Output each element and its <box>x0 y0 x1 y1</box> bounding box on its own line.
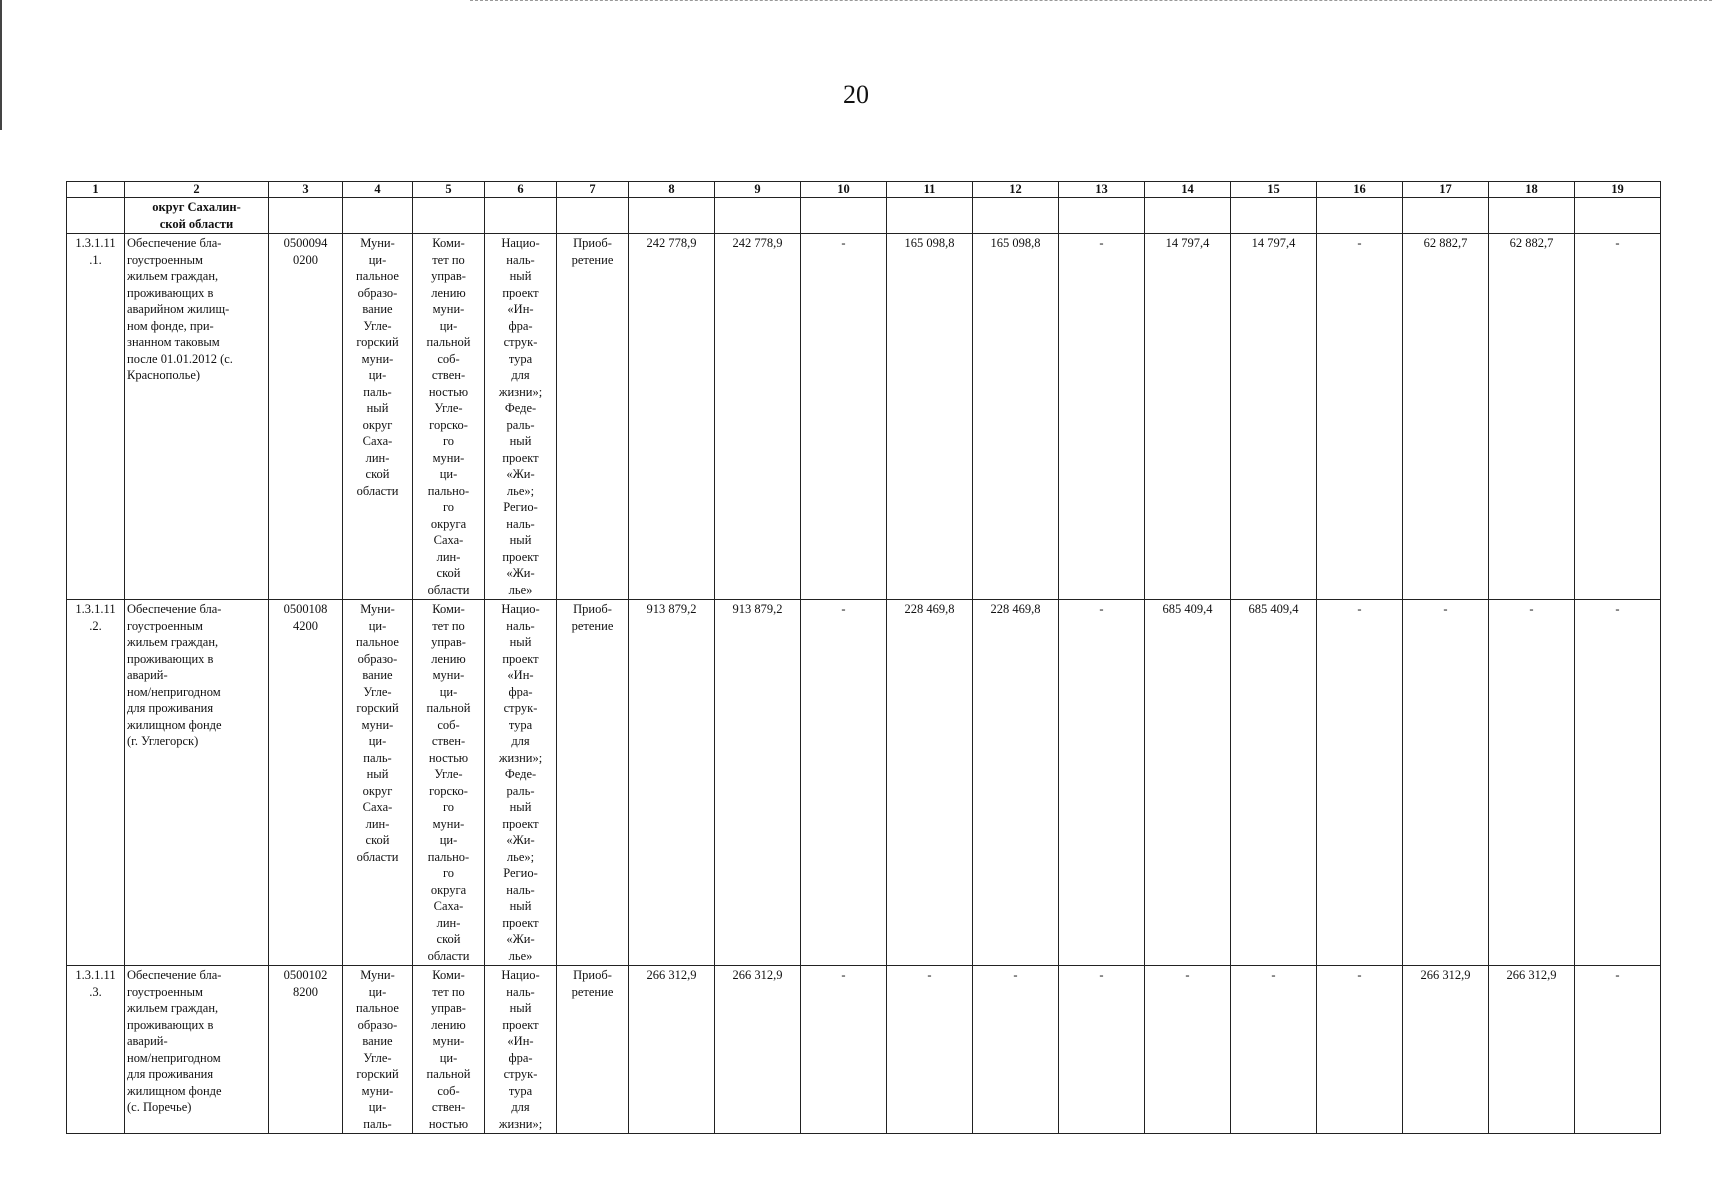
value-cell: 242 778,9 <box>629 234 715 600</box>
value-cell: - <box>1059 600 1145 966</box>
value-cell: - <box>887 966 973 1134</box>
value-cell: 913 879,2 <box>629 600 715 966</box>
row-name: Обеспечение бла- гоустроенным жильем граждан, проживающих в аварийном жилищ- ном фонде, при- знанном таковым после 01.01.2012 (с. Краснополье) <box>125 234 269 600</box>
table-cell <box>973 198 1059 234</box>
column-header: 3 <box>269 182 343 198</box>
column-header: 1 <box>67 182 125 198</box>
row-code: 0500108 4200 <box>269 600 343 966</box>
table-row <box>67 966 1661 1134</box>
value-cell: 685 409,4 <box>1231 600 1317 966</box>
row-type: Приоб- ретение <box>557 234 629 600</box>
value-cell: - <box>1059 234 1145 600</box>
column-header: 4 <box>343 182 413 198</box>
row-number: 1.3.1.11 .1. <box>67 234 125 600</box>
column-header: 10 <box>801 182 887 198</box>
continuation-row <box>67 198 1661 234</box>
value-cell: 266 312,9 <box>1403 966 1489 1134</box>
value-cell: - <box>801 966 887 1134</box>
column-header: 6 <box>485 182 557 198</box>
value-cell: - <box>1059 966 1145 1134</box>
row-type: Приоб- ретение <box>557 600 629 966</box>
value-cell: - <box>1231 966 1317 1134</box>
value-cell: 228 469,8 <box>973 600 1059 966</box>
table-cell <box>269 198 343 234</box>
row-recipient: Муни- ци- пальное образо- вание Угле- горский муни- ци- паль- ный округ Саха- лин- ской области <box>343 600 413 966</box>
value-cell: 165 098,8 <box>973 234 1059 600</box>
row-project: Нацио- наль- ный проект «Ин- фра- струк- тура для жизни»; Феде- раль- ный проект «Жи- лье»; Регио- наль- ный проект «Жи- лье» <box>485 234 557 600</box>
table-cell <box>557 198 629 234</box>
table-row <box>67 234 1661 600</box>
budget-table <box>66 181 1661 1134</box>
value-cell: 165 098,8 <box>887 234 973 600</box>
column-header: 16 <box>1317 182 1403 198</box>
column-header: 8 <box>629 182 715 198</box>
row-executor: Коми- тет по управ- лению муни- ци- пальной соб- ствен- ностью Угле- горско- го муни- ци- пально- го округа Саха- лин- ской области <box>413 234 485 600</box>
column-header: 14 <box>1145 182 1231 198</box>
row-project: Нацио- наль- ный проект «Ин- фра- струк- тура для жизни»; Феде- раль- ный проект «Жи- лье»; Регио- наль- ный проект «Жи- лье» <box>485 600 557 966</box>
value-cell: - <box>1317 234 1403 600</box>
value-cell: 62 882,7 <box>1489 234 1575 600</box>
table-cell <box>1059 198 1145 234</box>
table-cell <box>485 198 557 234</box>
row-number: 1.3.1.11 .2. <box>67 600 125 966</box>
column-header: 15 <box>1231 182 1317 198</box>
table-cell <box>1145 198 1231 234</box>
row-name: Обеспечение бла- гоустроенным жильем граждан, проживающих в аварий- ном/непригодном для проживания жилищном фонде (с. Поречье) <box>125 966 269 1134</box>
table-cell <box>1317 198 1403 234</box>
table-cell <box>413 198 485 234</box>
column-header: 17 <box>1403 182 1489 198</box>
value-cell: 266 312,9 <box>629 966 715 1134</box>
table-cell <box>1403 198 1489 234</box>
value-cell: 242 778,9 <box>715 234 801 600</box>
value-cell: - <box>1317 600 1403 966</box>
value-cell: 62 882,7 <box>1403 234 1489 600</box>
row-executor: Коми- тет по управ- лению муни- ци- пальной соб- ствен- ностью <box>413 966 485 1134</box>
value-cell: - <box>1489 600 1575 966</box>
column-header: 13 <box>1059 182 1145 198</box>
table-cell <box>715 198 801 234</box>
value-cell: 913 879,2 <box>715 600 801 966</box>
continuation-label: округ Сахалин- ской области <box>125 198 269 234</box>
row-number: 1.3.1.11 .3. <box>67 966 125 1134</box>
value-cell: 228 469,8 <box>887 600 973 966</box>
page-number: 20 <box>843 80 869 109</box>
row-code: 0500094 0200 <box>269 234 343 600</box>
scan-left-edge <box>0 0 2 130</box>
column-header: 9 <box>715 182 801 198</box>
value-cell: - <box>1145 966 1231 1134</box>
value-cell: - <box>801 600 887 966</box>
value-cell: 685 409,4 <box>1145 600 1231 966</box>
value-cell: 266 312,9 <box>1489 966 1575 1134</box>
value-cell: - <box>801 234 887 600</box>
column-header: 19 <box>1575 182 1661 198</box>
table-cell <box>343 198 413 234</box>
value-cell: - <box>1575 966 1661 1134</box>
table-cell <box>801 198 887 234</box>
table-cell <box>629 198 715 234</box>
value-cell: - <box>1317 966 1403 1134</box>
value-cell: - <box>1403 600 1489 966</box>
value-cell: 14 797,4 <box>1145 234 1231 600</box>
row-code: 0500102 8200 <box>269 966 343 1134</box>
column-number-row <box>67 182 1661 198</box>
table-cell <box>1575 198 1661 234</box>
table-cell <box>67 198 125 234</box>
row-type: Приоб- ретение <box>557 966 629 1134</box>
value-cell: - <box>1575 234 1661 600</box>
row-executor: Коми- тет по управ- лению муни- ци- пальной соб- ствен- ностью Угле- горско- го муни- ци- пально- го округа Саха- лин- ской области <box>413 600 485 966</box>
row-name: Обеспечение бла- гоустроенным жильем граждан, проживающих в аварий- ном/непригодном для проживания жилищном фонде (г. Углегорск) <box>125 600 269 966</box>
column-header: 12 <box>973 182 1059 198</box>
value-cell: - <box>973 966 1059 1134</box>
column-header: 11 <box>887 182 973 198</box>
value-cell: 14 797,4 <box>1231 234 1317 600</box>
table-cell <box>1231 198 1317 234</box>
row-recipient: Муни- ци- пальное образо- вание Угле- горский муни- ци- паль- <box>343 966 413 1134</box>
scan-top-line <box>470 0 1712 3</box>
column-header: 7 <box>557 182 629 198</box>
column-header: 5 <box>413 182 485 198</box>
column-header: 18 <box>1489 182 1575 198</box>
row-recipient: Муни- ци- пальное образо- вание Угле- горский муни- ци- паль- ный округ Саха- лин- ской области <box>343 234 413 600</box>
value-cell: 266 312,9 <box>715 966 801 1134</box>
table-cell <box>1489 198 1575 234</box>
row-project: Нацио- наль- ный проект «Ин- фра- струк- тура для жизни»; <box>485 966 557 1134</box>
column-header: 2 <box>125 182 269 198</box>
value-cell: - <box>1575 600 1661 966</box>
table-cell <box>887 198 973 234</box>
table-row <box>67 600 1661 966</box>
